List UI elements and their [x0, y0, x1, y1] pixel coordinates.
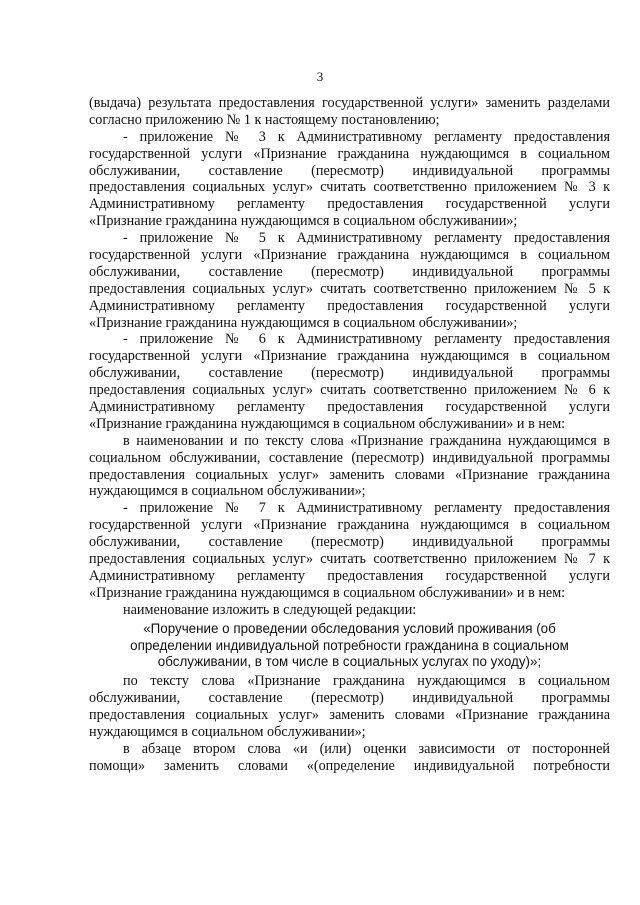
text-line: предоставления социальных услуг» считать соответственно приложением № 6 к: [89, 382, 610, 399]
document-body: [89, 95, 610, 775]
text-line: «Признание гражданина нуждающимся в социальном обслуживании» и в нем:: [89, 415, 566, 432]
text-line: обслуживании, составление (пересмотр) индивидуальной программы: [89, 534, 610, 551]
text-line: предоставления социальных услуг» считать соответственно приложением № 3 к: [89, 179, 610, 196]
text-line: определении индивидуальной потребности гражданина в социальном: [130, 637, 569, 653]
text-line: государственной услуги «Признание гражданина нуждающимся в социальном: [89, 247, 610, 264]
text-line: государственной услуги «Признание гражданина нуждающимся в социальном: [89, 348, 610, 365]
text-line: наименование изложить в следующей редакции:: [123, 601, 417, 618]
text-line: (выдача) результата предоставления государственной услуги» заменить разделами: [89, 95, 610, 111]
page-number: 3: [316, 69, 324, 84]
text-line: государственной услуги «Признание гражданина нуждающимся в социальном: [89, 145, 610, 162]
text-line: в абзаце втором слова «и (или) оценки зависимости от посторонней: [123, 740, 610, 757]
text-line: «Признание гражданина нуждающимся в социальном обслуживании»;: [89, 213, 518, 230]
text-line: социальном обслуживании, составление (пересмотр) индивидуальной программы: [89, 449, 610, 466]
text-line: предоставления социальных услуг» считать соответственно приложением № 5 к: [89, 280, 610, 297]
text-line: - приложение № 7 к Административному регламенту предоставления: [123, 500, 610, 517]
text-line: помощи» заменить словами «(определение индивидуальной потребности: [89, 757, 610, 774]
text-line: в наименовании и по тексту слова «Признание гражданина нуждающимся в: [123, 432, 610, 449]
text-line: - приложение № 5 к Административному регламенту предоставления: [123, 230, 610, 247]
text-line: предоставления социальных услуг» заменить словами «Признание гражданина: [89, 466, 610, 483]
text-line: Административному регламенту предоставления государственной услуги: [89, 196, 610, 213]
text-line: Административному регламенту предоставления государственной услуги: [89, 297, 610, 314]
text-line: предоставления социальных услуг» считать соответственно приложением № 7 к: [89, 551, 610, 568]
text-line: нуждающимся в социальном обслуживании»;: [89, 723, 366, 740]
text-line: обслуживании, в том числе в социальных услугах по уходу)»;: [157, 654, 542, 670]
text-line: согласно приложению № 1 к настоящему постановлению;: [89, 111, 440, 128]
text-line: - приложение № 3 к Административному регламенту предоставления: [123, 128, 610, 145]
text-line: Административному регламенту предоставления государственной услуги: [89, 399, 610, 416]
text-line: предоставления социальных услуг» заменить словами «Признание гражданина: [89, 707, 610, 724]
text-line: «Поручение о проведении обследования условий проживания (об: [143, 620, 556, 636]
text-line: - приложение № 6 к Административному регламенту предоставления: [123, 331, 610, 348]
text-line: нуждающимся в социальном обслуживании»;: [89, 483, 366, 500]
text-line: «Признание гражданина нуждающимся в социальном обслуживании»;: [89, 314, 518, 331]
text-line: обслуживании, составление (пересмотр) индивидуальной программы: [89, 690, 610, 707]
text-line: Административному регламенту предоставления государственной услуги: [89, 567, 610, 584]
text-line: государственной услуги «Признание гражданина нуждающимся в социальном: [89, 517, 610, 534]
text-line: «Признание гражданина нуждающимся в социальном обслуживании» и в нем:: [89, 584, 566, 601]
text-line: по тексту слова «Признание гражданина нуждающимся в социальном: [123, 673, 610, 690]
text-line: обслуживании, составление (пересмотр) индивидуальной программы: [89, 162, 610, 179]
text-line: обслуживании, составление (пересмотр) индивидуальной программы: [89, 263, 610, 280]
text-line: обслуживании, составление (пересмотр) индивидуальной программы: [89, 365, 610, 382]
